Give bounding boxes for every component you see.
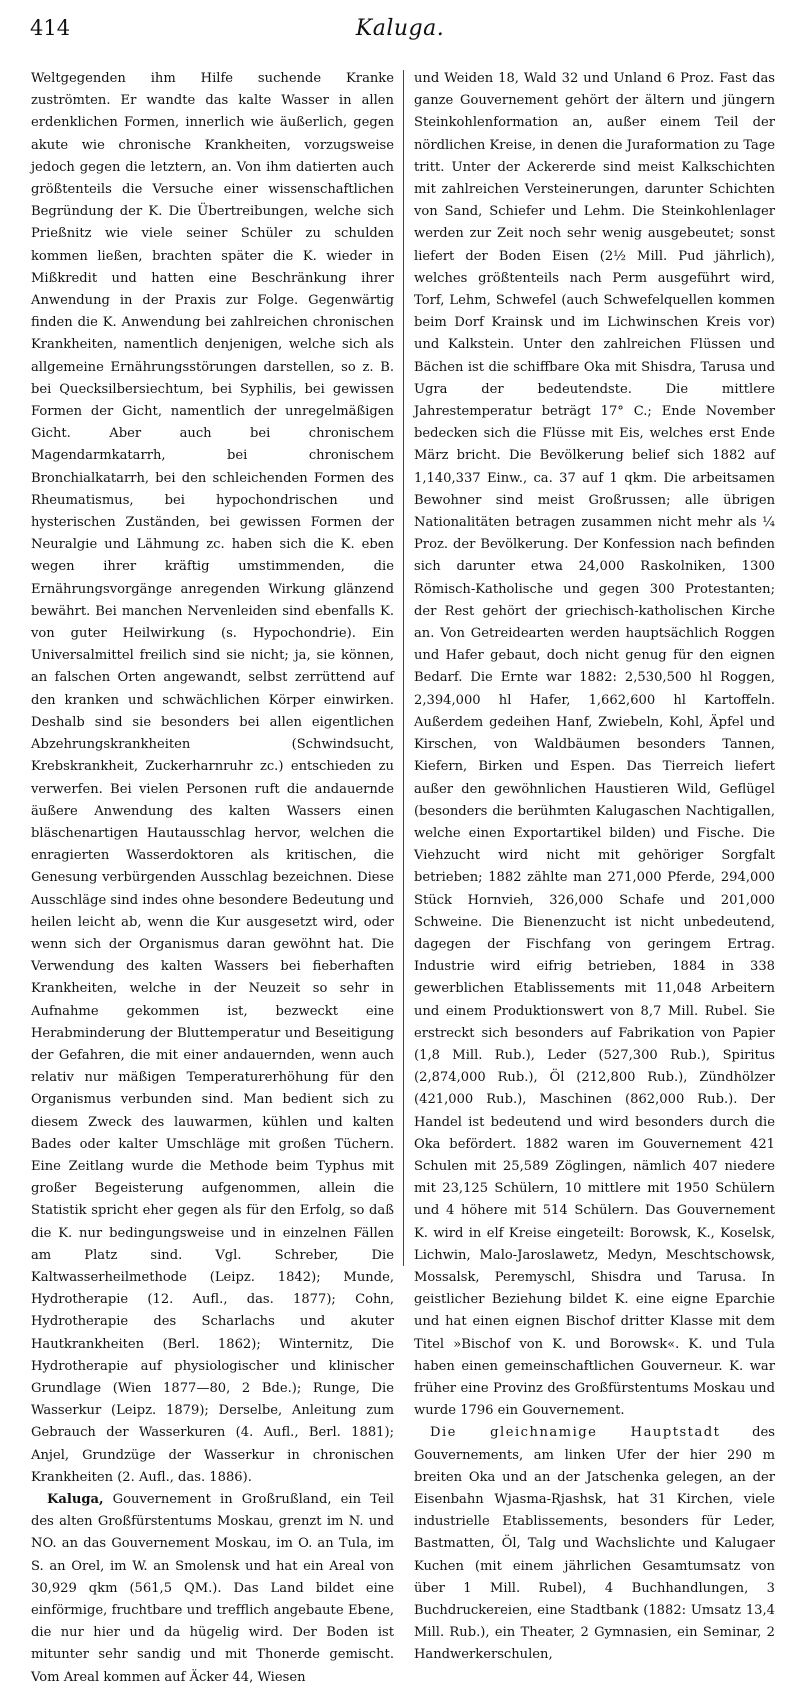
left-column xyxy=(31,68,394,1689)
hydrotherapy-article-continuation: Weltgegenden ihm Hilfe suchende Kranke zuströmten. Er wandte das kalte Wasser in allen erdenklichen Formen, innerlich wie äußerlich, gegen akute wie chronische Krankheiten, vorzugsweise jedoch gegen die letztern, an. Von ihm datierten auch größtenteils die Versuche einer wissenschaftlichen Begründung der K. Die Übertreibungen, welche sich Prießnitz wie viele seiner Schüler zu schulden kommen ließen, brachten später die K. wieder in Mißkredit und hatten eine Beschränkung ihrer Anwendung in der Praxis zur Folge. Gegenwärtig finden die K. Anwendung bei zahlreichen chronischen Krankheiten, namentlich denjenigen, welche sich als allgemeine Ernährungsstörungen darstellen, so z. B. bei Quecksilbersiechtum, bei Syphilis, bei gewissen Formen der Gicht, namentlich der unregelmäßigen Gicht. Aber auch bei chronischem Magendarmkatarrh, bei chronischem Bronchialkatarrh, bei den schleichenden Formen des Rheumatismus, bei hypochondrischen und hysterischen Zuständen, bei gewissen Formen der Neuralgie und Lähmung zc. haben sich die K. eben wegen ihrer kräftig umstimmenden, die Ernährungsvorgänge anregenden Wirkung glänzend bewährt. Bei manchen Nervenleiden sind ebenfalls K. von guter Heilwirkung (s. Hypochondrie). Ein Universalmittel freilich sind sie nicht; ja, sie können, an falschen Orten angewandt, selbst zerrüttend auf den kranken und schwächlichen Körper einwirken. Deshalb sind sie besonders bei allen eigentlichen Abzehrungskrankheiten (Schwindsucht, Krebskrankheit, Zuckerharnruhr zc.) entschieden zu verwerfen. Bei vielen Personen ruft die andauernde äußere Anwendung des kalten Wassers einen bläschenartigen Hautausschlag hervor, welchen die enragierten Wasserdoktoren als kritischen, die Genesung verbürgenden Ausschlag bezeichnen. Diese Ausschläge sind indes ohne besondere Bedeutung und heilen leicht ab, wenn die Kur ausgesetzt wird, oder wenn sich der Organismus daran gewöhnt hat. Die Verwendung des kalten Wassers bei fieberhaften Krankheiten, welche in der Neuzeit so sehr in Aufnahme gekommen ist, bezweckt eine Herabminderung der Bluttemperatur und Beseitigung der Gefahren, die mit einer andauernden, wenn auch relativ nur mäßigen Temperaturerhöhung für den Organismus verbunden sind. Man bedient sich zu diesem Zweck des lauwarmen, kühlen und kalten Bades oder kalter Umschläge mit großen Tüchern. Eine Zeitlang wurde die Methode beim Typhus mit großer Begeisterung aufgenommen, allein die Statistik spricht eher gegen als für den Erfolg, so daß die K. nur bedingungsweise und in einzelnen Fällen am Platz sind. Vgl. Schreber, Die Kaltwasserheilmethode (Leipz. 1842); Munde, Hydrotherapie (12. Aufl., das. 1877); Cohn, Hydrotherapie des Scharlachs und akuter Hautkrankheiten (Berl. 1862); Winternitz, Die Hydrotherapie auf physiologischer und klinischer Grundlage (Wien 1877—80, 2 Bde.); Runge, Die Wasserkur (Leipz. 1879); Derselbe, Anleitung zum Gebrauch der Wasserkuren (4. Aufl., Berl. 1881); Anjel, Grundzüge der Wasserkur in chronischen Krankheiten (2. Aufl., das. 1886). xyxy=(31,71,394,1485)
capital-city-paragraph xyxy=(414,1422,775,1666)
column-divider xyxy=(403,70,404,1266)
article-headword: Kaluga, xyxy=(47,1492,104,1507)
article-text: Gouvernement in Großrußland, ein Teil des alten Großfürstentums Moskau, grenzt im N. und NO. an das Gouvernement Moskau, im O. an Tula, im S. an Orel, im W. an Smolensk und hat ein Areal von 30,929 qkm (561,5 QM.). Das Land bildet eine einförmige, fruchtbare und trefflich angebaute Ebene, die nur hier und da hügelig wird. Der Boden ist mitunter sehr sandig und mit Thonerde gemischt. Vom Areal kommen auf Äcker 44, Wiesen xyxy=(31,1492,394,1685)
running-title: Kaluga. xyxy=(355,16,445,41)
kaluga-article-continuation: und Weiden 18, Wald 32 und Unland 6 Proz. Fast das ganze Gouvernement gehört der ältern und jüngern Steinkohlenformation an, außer einem Teil der nördlichen Kreise, in denen die Juraformation zu Tage tritt. Unter der Ackererde sind meist Kalkschichten mit zahlreichen Versteinerungen, darunter Schichten von Sand, Schiefer und Lehm. Die Steinkohlenlager werden zur Zeit noch sehr wenig ausgebeutet; sonst liefert der Boden Eisen (2½ Mill. Pud jährlich), welches größtenteils nach Perm ausgeführt wird, Torf, Lehm, Schwefel (auch Schwefelquellen kommen beim Dorf Krainsk und im Lichwinschen Kreis vor) und Kalkstein. Unter den zahlreichen Flüssen und Bächen ist die schiffbare Oka mit Shisdra, Tarusa und Ugra der bedeutendste. Die mittlere Jahrestemperatur beträgt 17° C.; Ende November bedecken sich die Flüsse mit Eis, welches erst Ende März bricht. Die Bevölkerung belief sich 1882 auf 1,140,337 Einw., ca. 37 auf 1 qkm. Die arbeitsamen Bewohner sind meist Großrussen; alle übrigen Nationalitäten betragen zusammen nicht mehr als ¼ Proz. der Bevölkerung. Der Konfession nach befinden sich darunter etwa 24,000 Raskolniken, 1300 Römisch-Katholische und gegen 300 Protestanten; der Rest gehört der griechisch-katholischen Kirche an. Von Getreidearten werden hauptsächlich Roggen und Hafer gebaut, doch nicht genug für den eignen Bedarf. Die Ernte war 1882: 2,530,500 hl Roggen, 2,394,000 hl Hafer, 1,662,600 hl Kartoffeln. Außerdem gedeihen Hanf, Zwiebeln, Kohl, Äpfel und Kirschen, von Waldbäumen besonders Tannen, Kiefern, Birken und Espen. Das Tierreich liefert außer den gewöhnlichen Haustieren Wild, Geflügel (besonders die berühmten Kalugaschen Nachtigallen, welche einen Exportartikel bilden) und Fische. Die Viehzucht wird nicht mit gehöriger Sorgfalt betrieben; 1882 zählte man 271,000 Pferde, 294,000 Stück Hornvieh, 326,000 Schafe und 201,000 Schweine. Die Bienenzucht ist nicht unbedeutend, dagegen der Fischfang von geringem Ertrag. Industrie wird eifrig betrieben, 1884 in 338 gewerblichen Etablissements mit 11,048 Arbeitern und einem Produktionswert von 8,7 Mill. Rubel. Sie erstreckt sich besonders auf Fabrikation von Papier (1,8 Mill. Rub.), Leder (527,300 Rub.), Spiritus (2,874,000 Rub.), Öl (212,800 Rub.), Zündhölzer (421,000 Rub.), Maschinen (862,000 Rub.). Der Handel ist bedeutend und wird besonders durch die Oka befördert. 1882 waren im Gouvernement 421 Schulen mit 25,589 Zöglingen, nämlich 407 niedere mit 23,125 Schülern, 10 mittlere mit 1950 Schülern und 4 höhere mit 514 Schülern. Das Gouvernement K. wird in elf Kreise eingeteilt: Borowsk, K., Koselsk, Lichwin, Malo-Jaroslawetz, Medyn, Meschtschowsk, Mossalsk, Peremyschl, Shisdra und Tarusa. In geistlicher Beziehung bildet K. eine eigne Eparchie und hat einen eignen Bischof dritter Klasse mit dem Titel »Bischof von K. und Borowsk«. K. und Tula haben einen gemeinschaftlichen Gouverneur. K. war früher eine Provinz des Großfürstentums Moskau und wurde 1796 ein Gouvernement. xyxy=(414,71,775,1419)
page-number: 414 xyxy=(30,16,71,40)
capital-city-text: des Gouvernements, am linken Ufer der hier 290 m breiten Oka und an der Jatschenka gelegen, an der Eisenbahn Wjasma-Rjashsk, hat 31 Kirchen, viele industrielle Etablissements, besonders für Leder, Bastmatten, Öl, Talg und Wachslichte und Kalugaer Kuchen (mit einem jährlichen Gesamtumsatz von über 1 Mill. Rubel), 4 Buchhandlungen, 3 Buchdruckereien, eine Stadtbank (1882: Umsatz 13,4 Mill. Rub.), ein Theater, 2 Gymnasien, ein Seminar, 2 Handwerkerschulen, xyxy=(414,1425,775,1663)
kaluga-article xyxy=(31,1489,394,1689)
right-column xyxy=(414,68,775,1667)
page-header xyxy=(30,12,770,52)
capital-city-heading: Die gleichnamige Hauptstadt xyxy=(430,1425,721,1441)
